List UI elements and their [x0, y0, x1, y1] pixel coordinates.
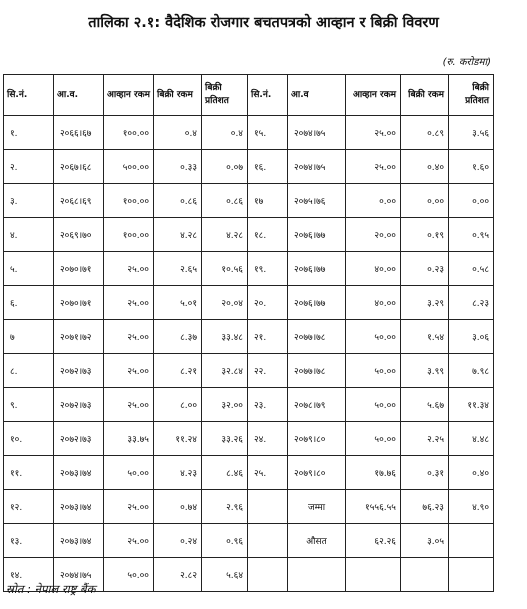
table-cell: ७६.२३	[401, 490, 449, 524]
table-row	[4, 490, 494, 524]
table-row	[4, 286, 494, 320]
table-cell: २०७३।७४	[54, 524, 104, 558]
table-cell: ४.९०	[449, 490, 494, 524]
column-header: बिक्री रकम	[401, 75, 449, 116]
table-cell: ५.६४	[202, 558, 248, 592]
table-cell: १००.००	[104, 116, 154, 150]
table-cell: २.६५	[154, 252, 202, 286]
table-cell: २०७६।७७	[288, 252, 346, 286]
table-cell: ३.५६	[449, 116, 494, 150]
table-cell: ८.२३	[449, 286, 494, 320]
table-cell: ०.३३	[154, 150, 202, 184]
table-cell: ८.३७	[154, 320, 202, 354]
table-cell: ३.०६	[449, 320, 494, 354]
table-cell: २०.०४	[202, 286, 248, 320]
table-cell: २२.	[248, 354, 288, 388]
table-cell: ४.	[4, 218, 54, 252]
table-cell: ०.४०	[401, 150, 449, 184]
table-cell: २०७४।७५	[288, 116, 346, 150]
table-cell: २५.००	[104, 524, 154, 558]
column-header: बिक्री रकम	[154, 75, 202, 116]
table-cell: ०.९६	[202, 524, 248, 558]
table-cell: ८.००	[154, 388, 202, 422]
table-cell	[248, 558, 288, 592]
table-cell: २०६६।६७	[54, 116, 104, 150]
table-cell: औसत	[288, 524, 346, 558]
table-cell: १५५६.५५	[346, 490, 401, 524]
table-cell: २०६८।६९	[54, 184, 104, 218]
table-cell: ८.२१	[154, 354, 202, 388]
table-cell: ३२.००	[202, 388, 248, 422]
table-cell: ५०.००	[346, 388, 401, 422]
table-cell: ४०.००	[346, 286, 401, 320]
table-cell	[248, 524, 288, 558]
table-cell: ०.८६	[202, 184, 248, 218]
table-cell: २५.००	[346, 150, 401, 184]
table-cell	[248, 490, 288, 524]
table-row	[4, 150, 494, 184]
table-cell: १२.	[4, 490, 54, 524]
table-cell: ०.००	[401, 184, 449, 218]
table-cell: ५०.००	[104, 456, 154, 490]
table-cell: २०७०।७१	[54, 286, 104, 320]
table-row	[4, 456, 494, 490]
table-cell: ०.२३	[401, 252, 449, 286]
table-cell: १००.००	[104, 184, 154, 218]
table-cell: ०.००	[449, 184, 494, 218]
table-cell: २०७६।७७	[288, 218, 346, 252]
table-row	[4, 252, 494, 286]
table-cell: ०.००	[346, 184, 401, 218]
column-header: आव्हान रकम	[104, 75, 154, 116]
table-cell: २०७२।७३	[54, 388, 104, 422]
data-table	[3, 74, 494, 592]
table-cell: २०७३।७४	[54, 456, 104, 490]
table-cell: ०.८६	[154, 184, 202, 218]
table-cell: ०.४०	[449, 456, 494, 490]
table-cell: ३.	[4, 184, 54, 218]
table-cell: २०७०।७१	[54, 252, 104, 286]
table-cell: ८.	[4, 354, 54, 388]
table-title: तालिका २.१: वैदेशिक रोजगार बचतपत्रको आव्हान र बिक्री विवरण	[88, 15, 439, 31]
table-row	[4, 218, 494, 252]
table-cell: २०७४।७५	[288, 150, 346, 184]
table-cell: ३.०५	[401, 524, 449, 558]
table-cell: २१.	[248, 320, 288, 354]
table-row	[4, 116, 494, 150]
table-cell: ०.१९	[401, 218, 449, 252]
table-cell: २५.००	[104, 388, 154, 422]
source-note: स्रोत : नेपाल राष्ट्र बैंक	[6, 582, 96, 596]
table-cell: ५०.००	[104, 558, 154, 592]
column-header: सि.नं.	[248, 75, 288, 116]
table-cell: २५.००	[346, 116, 401, 150]
table-cell: १९.	[248, 252, 288, 286]
table-cell: ८.४६	[202, 456, 248, 490]
table-cell: २५.००	[104, 252, 154, 286]
table-cell: २०७२।७३	[54, 422, 104, 456]
table-cell: ३२.८४	[202, 354, 248, 388]
table-cell: २०७३।७४	[54, 490, 104, 524]
table-cell: ५.	[4, 252, 54, 286]
table-cell	[401, 558, 449, 592]
table-cell: १४.	[4, 558, 54, 592]
table-cell: २०७१।७२	[54, 320, 104, 354]
table-cell: २५.००	[104, 490, 154, 524]
table-cell	[288, 558, 346, 592]
table-row	[4, 524, 494, 558]
table-cell: ६२.२६	[346, 524, 401, 558]
table-cell: २०६७।६८	[54, 150, 104, 184]
table-cell: १७	[248, 184, 288, 218]
table-cell: १८.	[248, 218, 288, 252]
table-row	[4, 388, 494, 422]
table-cell: २५.००	[104, 286, 154, 320]
table-cell: ०.०७	[202, 150, 248, 184]
table-cell: २०.००	[346, 218, 401, 252]
table-cell: ०.२४	[154, 524, 202, 558]
table-cell: जम्मा	[288, 490, 346, 524]
table-cell: ५.६७	[401, 388, 449, 422]
table-cell	[346, 558, 401, 592]
table-cell: २५.	[248, 456, 288, 490]
table-cell: ५०.००	[346, 320, 401, 354]
table-cell: २.२५	[401, 422, 449, 456]
table-cell: ५०.००	[346, 354, 401, 388]
table-cell: १०.	[4, 422, 54, 456]
table-cell: ४०.००	[346, 252, 401, 286]
table-cell: ०.८९	[401, 116, 449, 150]
table-cell: ०.५८	[449, 252, 494, 286]
table-cell: ७	[4, 320, 54, 354]
table-cell: १.५४	[401, 320, 449, 354]
table-cell: २०७६।७७	[288, 286, 346, 320]
table-cell: १०.५६	[202, 252, 248, 286]
table-cell: ६.	[4, 286, 54, 320]
table-cell: ७.९८	[449, 354, 494, 388]
table-cell: ४.२३	[154, 456, 202, 490]
table-cell: ४.२८	[154, 218, 202, 252]
table-cell: ३३.७५	[104, 422, 154, 456]
table-cell: ३३.४८	[202, 320, 248, 354]
table-cell	[449, 558, 494, 592]
table-cell: २.९६	[202, 490, 248, 524]
table-cell: ३.९९	[401, 354, 449, 388]
table-cell: १.	[4, 116, 54, 150]
column-header: आव्हान रकम	[346, 75, 401, 116]
table-cell: २०७७।७८	[288, 354, 346, 388]
table-cell: २४.	[248, 422, 288, 456]
table-cell: १००.००	[104, 218, 154, 252]
table-cell: १३.	[4, 524, 54, 558]
table-cell: २०७८।७९	[288, 388, 346, 422]
column-header: बिक्री प्रतिशत	[449, 75, 494, 116]
header-row	[4, 75, 494, 116]
table-cell: ५०.००	[346, 422, 401, 456]
table-row	[4, 422, 494, 456]
table-cell: ०.९५	[449, 218, 494, 252]
table-cell: २०७९।८०	[288, 422, 346, 456]
table-cell: १.६०	[449, 150, 494, 184]
table-cell: ३.२९	[401, 286, 449, 320]
table-cell: २०६९।७०	[54, 218, 104, 252]
table-row	[4, 354, 494, 388]
table-cell: ५००.००	[104, 150, 154, 184]
unit-note: (रु. करोडमा)	[442, 57, 491, 68]
column-header: सि.नं.	[4, 75, 54, 116]
table-cell: ०.४	[154, 116, 202, 150]
table-cell: ५.०१	[154, 286, 202, 320]
table-row	[4, 320, 494, 354]
table-cell: ११.३४	[449, 388, 494, 422]
table-cell: २५.००	[104, 354, 154, 388]
table-row	[4, 184, 494, 218]
table-cell: २०७७।७८	[288, 320, 346, 354]
table-cell: १७.७६	[346, 456, 401, 490]
table-cell: १६.	[248, 150, 288, 184]
table-cell: २.८२	[154, 558, 202, 592]
table-cell: २३.	[248, 388, 288, 422]
table-cell: २०७४।७५	[54, 558, 104, 592]
table-cell	[449, 524, 494, 558]
table-cell: २५.००	[104, 320, 154, 354]
table-cell: २.	[4, 150, 54, 184]
column-header: बिक्री प्रतिशत	[202, 75, 248, 116]
table-cell: ०.४	[202, 116, 248, 150]
table-cell: ११.	[4, 456, 54, 490]
table-cell: २०.	[248, 286, 288, 320]
table-cell: ४.२८	[202, 218, 248, 252]
table-cell: २०७९।८०	[288, 456, 346, 490]
table-cell: ०.७४	[154, 490, 202, 524]
table-cell: २०७५।७६	[288, 184, 346, 218]
table-cell: २०७२।७३	[54, 354, 104, 388]
table-cell: ९.	[4, 388, 54, 422]
table-cell: १५.	[248, 116, 288, 150]
column-header: आ.व.	[54, 75, 104, 116]
table-cell: ४.४८	[449, 422, 494, 456]
column-header: आ.व	[288, 75, 346, 116]
table-cell: ०.३१	[401, 456, 449, 490]
table-cell: ३३.२६	[202, 422, 248, 456]
table-cell: ११.२४	[154, 422, 202, 456]
